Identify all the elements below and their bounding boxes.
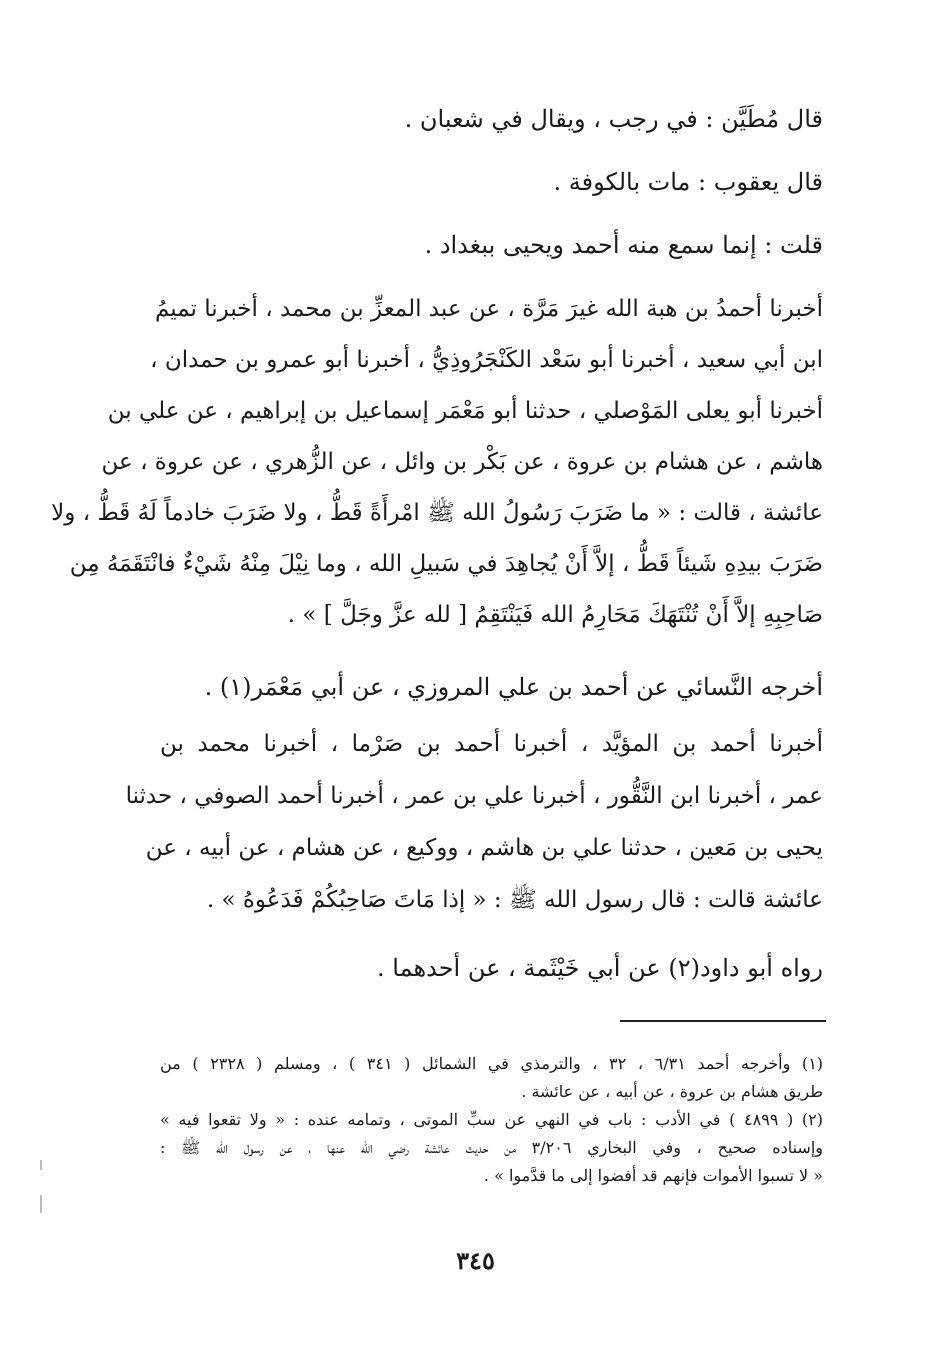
text-line: أخبرنا أحمد بن المؤيَّد ، أخبرنا أحمد بن صَرْما ، أخبرنا محمد بن xyxy=(160,731,823,757)
text-line: يحيى بن مَعين ، حدثنا علي بن هاشم ، ووكيع ، عن هشام ، عن أبيه ، عن xyxy=(145,835,823,861)
text-line: رواه أبو داود(٢) عن أبي خَيْثَمة ، عن أحدهما . xyxy=(377,954,823,982)
takhrij-paragraph-1 xyxy=(160,655,823,719)
text-line: أخرجه النَّسائي عن أحمد بن علي المروزي ، عن أبي مَعْمَر(١) . xyxy=(204,673,823,701)
footnotes xyxy=(160,1050,823,1190)
intro-paragraph xyxy=(160,88,823,277)
text-line: عائشة ، قالت : « ما ضَرَبَ رَسُولُ الله ﷺ امْرأَةً قَطُّ ، ولا ضَرَبَ خادماً لَهُ قَطُّ ، ولا xyxy=(51,500,823,526)
intro-line: قال يعقوب : مات بالكوفة . xyxy=(553,168,823,196)
footnote-line: طريق هشام بن عروة ، عن أبيه ، عن عائشة . xyxy=(521,1082,823,1101)
hadith-paragraph-1 xyxy=(51,284,823,641)
hadith-paragraph-2 xyxy=(125,718,823,926)
scan-margin-mark xyxy=(40,1160,42,1170)
text-line: ضَرَبَ بيدِهِ شَيئاً قَطُّ ، إلاَّ أَنْ يُجاهِدَ في سَبيلِ الله ، وما نِيْلَ مِنْهُ شَيْءٌ فانْتَقَمَهُ مِن xyxy=(69,551,823,577)
text-line: صَاحِبِهِ إلاَّ أَنْ تُنْتَهَكَ مَحَارِمُ الله فَيَنْتَقِمُ [ لله عزَّ وجَلَّ ] » . xyxy=(287,602,823,628)
intro-line: قلت : إنما سمع منه أحمد ويحيى ببغداد . xyxy=(424,231,823,259)
page-number: ٣٤٥ xyxy=(456,1246,495,1275)
footnote-line: « لا تسبوا الأموات فإنهم قد أفضوا إلى ما قدَّموا » . xyxy=(483,1166,823,1185)
footnote-separator xyxy=(620,1020,826,1022)
text-line: ابن أبي سعيد ، أخبرنا أبو سَعْد الكَنْجَرُوذِيُّ ، أخبرنا أبو عمرو بن حمدان ، xyxy=(150,347,823,373)
text-line: أخبرنا أبو يعلى المَوْصلي ، حدثنا أبو مَعْمَر إسماعيل بن إبراهيم ، عن علي بن xyxy=(107,398,823,424)
footnote-line: (٢) ( ٤٨٩٩ ) في الأدب : باب في النهي عن سبِّ الموتى ، وتمامه عنده : « ولا تقعوا فيه » xyxy=(160,1110,823,1129)
text-line: عائشة قالت : قال رسول الله ﷺ : « إذا مَاتَ صَاحِبُكُمْ فَدَعُوهُ » . xyxy=(206,887,823,913)
footnote-line: وإسناده صحيح ، وفي البخاري ٣/٢٠٦ من حديث عائشة رضي الله عنها ، عن رسول الله ﷺ : xyxy=(160,1138,823,1157)
scan-margin-mark xyxy=(40,1195,42,1213)
text-line: هاشم ، عن هشام بن عروة ، عن بَكْر بن وائل ، عن الزُّهري ، عن عروة ، عن xyxy=(101,449,823,475)
riwaya-paragraph xyxy=(160,936,823,1000)
text-line: عمر ، أخبرنا ابن النَّقُّور ، أخبرنا علي بن عمر ، أخبرنا أحمد الصوفي ، حدثنا xyxy=(125,783,823,809)
intro-line: قال مُطَيَّن : في رجب ، ويقال في شعبان . xyxy=(404,105,823,133)
text-line: أخبرنا أحمدُ بن هبة الله غيرَ مَرَّة ، عن عبد المعزِّ بن محمد ، أخبرنا تميمُ xyxy=(155,296,823,322)
footnote-line: (١) وأخرجه أحمد ٦/٣١ ، ٣٢ ، والترمذي في الشمائل ( ٣٤١ ) ، ومسلم ( ٢٣٢٨ ) من xyxy=(160,1054,824,1073)
